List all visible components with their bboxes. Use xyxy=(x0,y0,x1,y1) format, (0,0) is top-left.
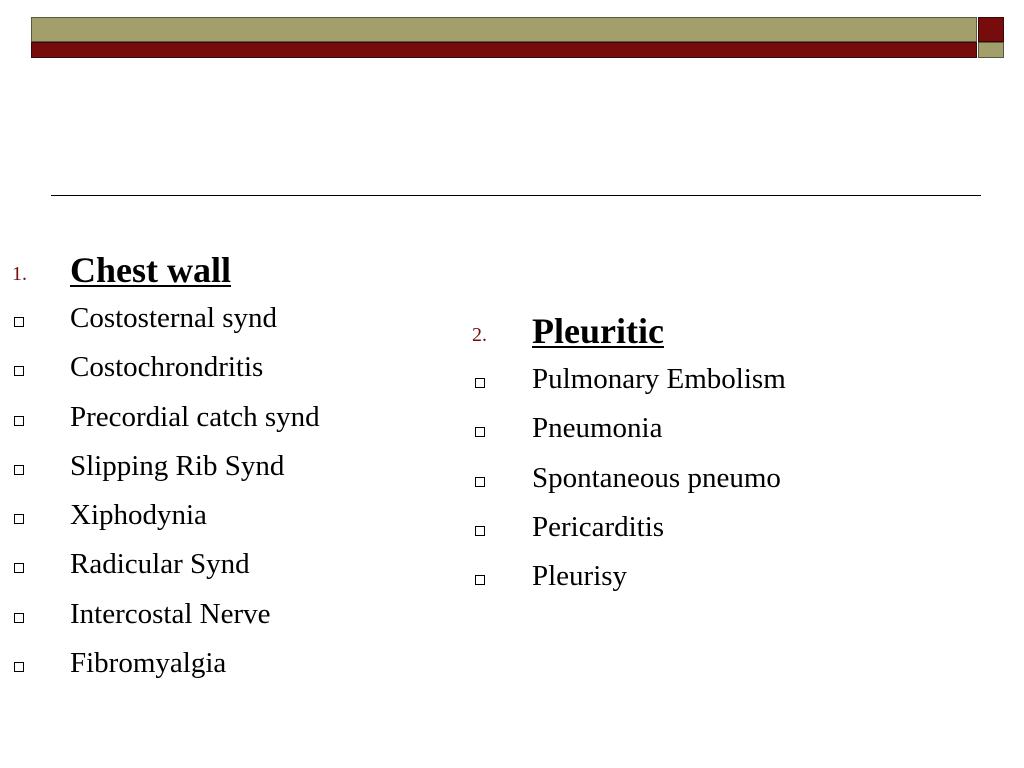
list-item xyxy=(0,646,460,695)
list-heading: Chest wall xyxy=(70,250,231,290)
list-item-text: Radicular Synd xyxy=(70,548,250,581)
list-item xyxy=(462,362,1002,411)
header-bar-maroon xyxy=(31,42,977,58)
list-heading-row xyxy=(0,249,460,301)
list-heading: Pleuritic xyxy=(532,311,664,351)
square-bullet-icon xyxy=(14,662,24,672)
square-bullet-icon xyxy=(14,317,24,327)
list-item-text: Pericarditis xyxy=(532,510,665,543)
list-item-text: Precordial catch synd xyxy=(70,400,320,433)
list-heading-row xyxy=(462,310,1002,362)
list-item-text: Intercostal Nerve xyxy=(70,597,271,630)
list-chest-wall xyxy=(0,249,460,695)
square-bullet-icon xyxy=(14,416,24,426)
header-square-maroon xyxy=(978,17,1004,42)
square-bullet-icon xyxy=(14,465,24,475)
square-bullet-icon xyxy=(475,378,485,388)
header-bar-olive xyxy=(31,17,977,42)
list-item-text: Xiphodynia xyxy=(70,499,207,532)
list-item-text: Costochrondritis xyxy=(70,351,264,384)
square-bullet-icon xyxy=(14,366,24,376)
list-item xyxy=(0,498,460,547)
list-item xyxy=(462,559,1002,608)
list-item xyxy=(0,547,460,596)
list-number: 1. xyxy=(12,263,27,285)
list-item xyxy=(0,449,460,498)
list-item xyxy=(0,301,460,350)
header-square-olive xyxy=(978,42,1004,58)
list-item xyxy=(0,597,460,646)
list-item xyxy=(0,400,460,449)
list-item xyxy=(462,510,1002,559)
list-item-text: Pulmonary Embolism xyxy=(532,363,786,395)
square-bullet-icon xyxy=(475,575,485,585)
square-bullet-icon xyxy=(14,563,24,573)
list-item xyxy=(462,411,1002,460)
list-item-text: Fibromyalgia xyxy=(70,647,227,680)
square-bullet-icon xyxy=(14,514,24,524)
title-divider xyxy=(51,195,981,196)
square-bullet-icon xyxy=(475,526,485,536)
list-item-text: Spontaneous pneumo xyxy=(532,461,781,494)
list-item xyxy=(462,461,1002,510)
list-item-text: Pleurisy xyxy=(532,560,628,593)
list-pleuritic xyxy=(462,310,1002,608)
list-number: 2. xyxy=(472,324,487,346)
list-item-text: Pneumonia xyxy=(532,412,663,445)
square-bullet-icon xyxy=(475,477,485,487)
square-bullet-icon xyxy=(14,613,24,623)
list-item-text: Costosternal synd xyxy=(70,302,278,334)
square-bullet-icon xyxy=(475,427,485,437)
list-item xyxy=(0,350,460,399)
list-item-text: Slipping Rib Synd xyxy=(70,449,285,482)
